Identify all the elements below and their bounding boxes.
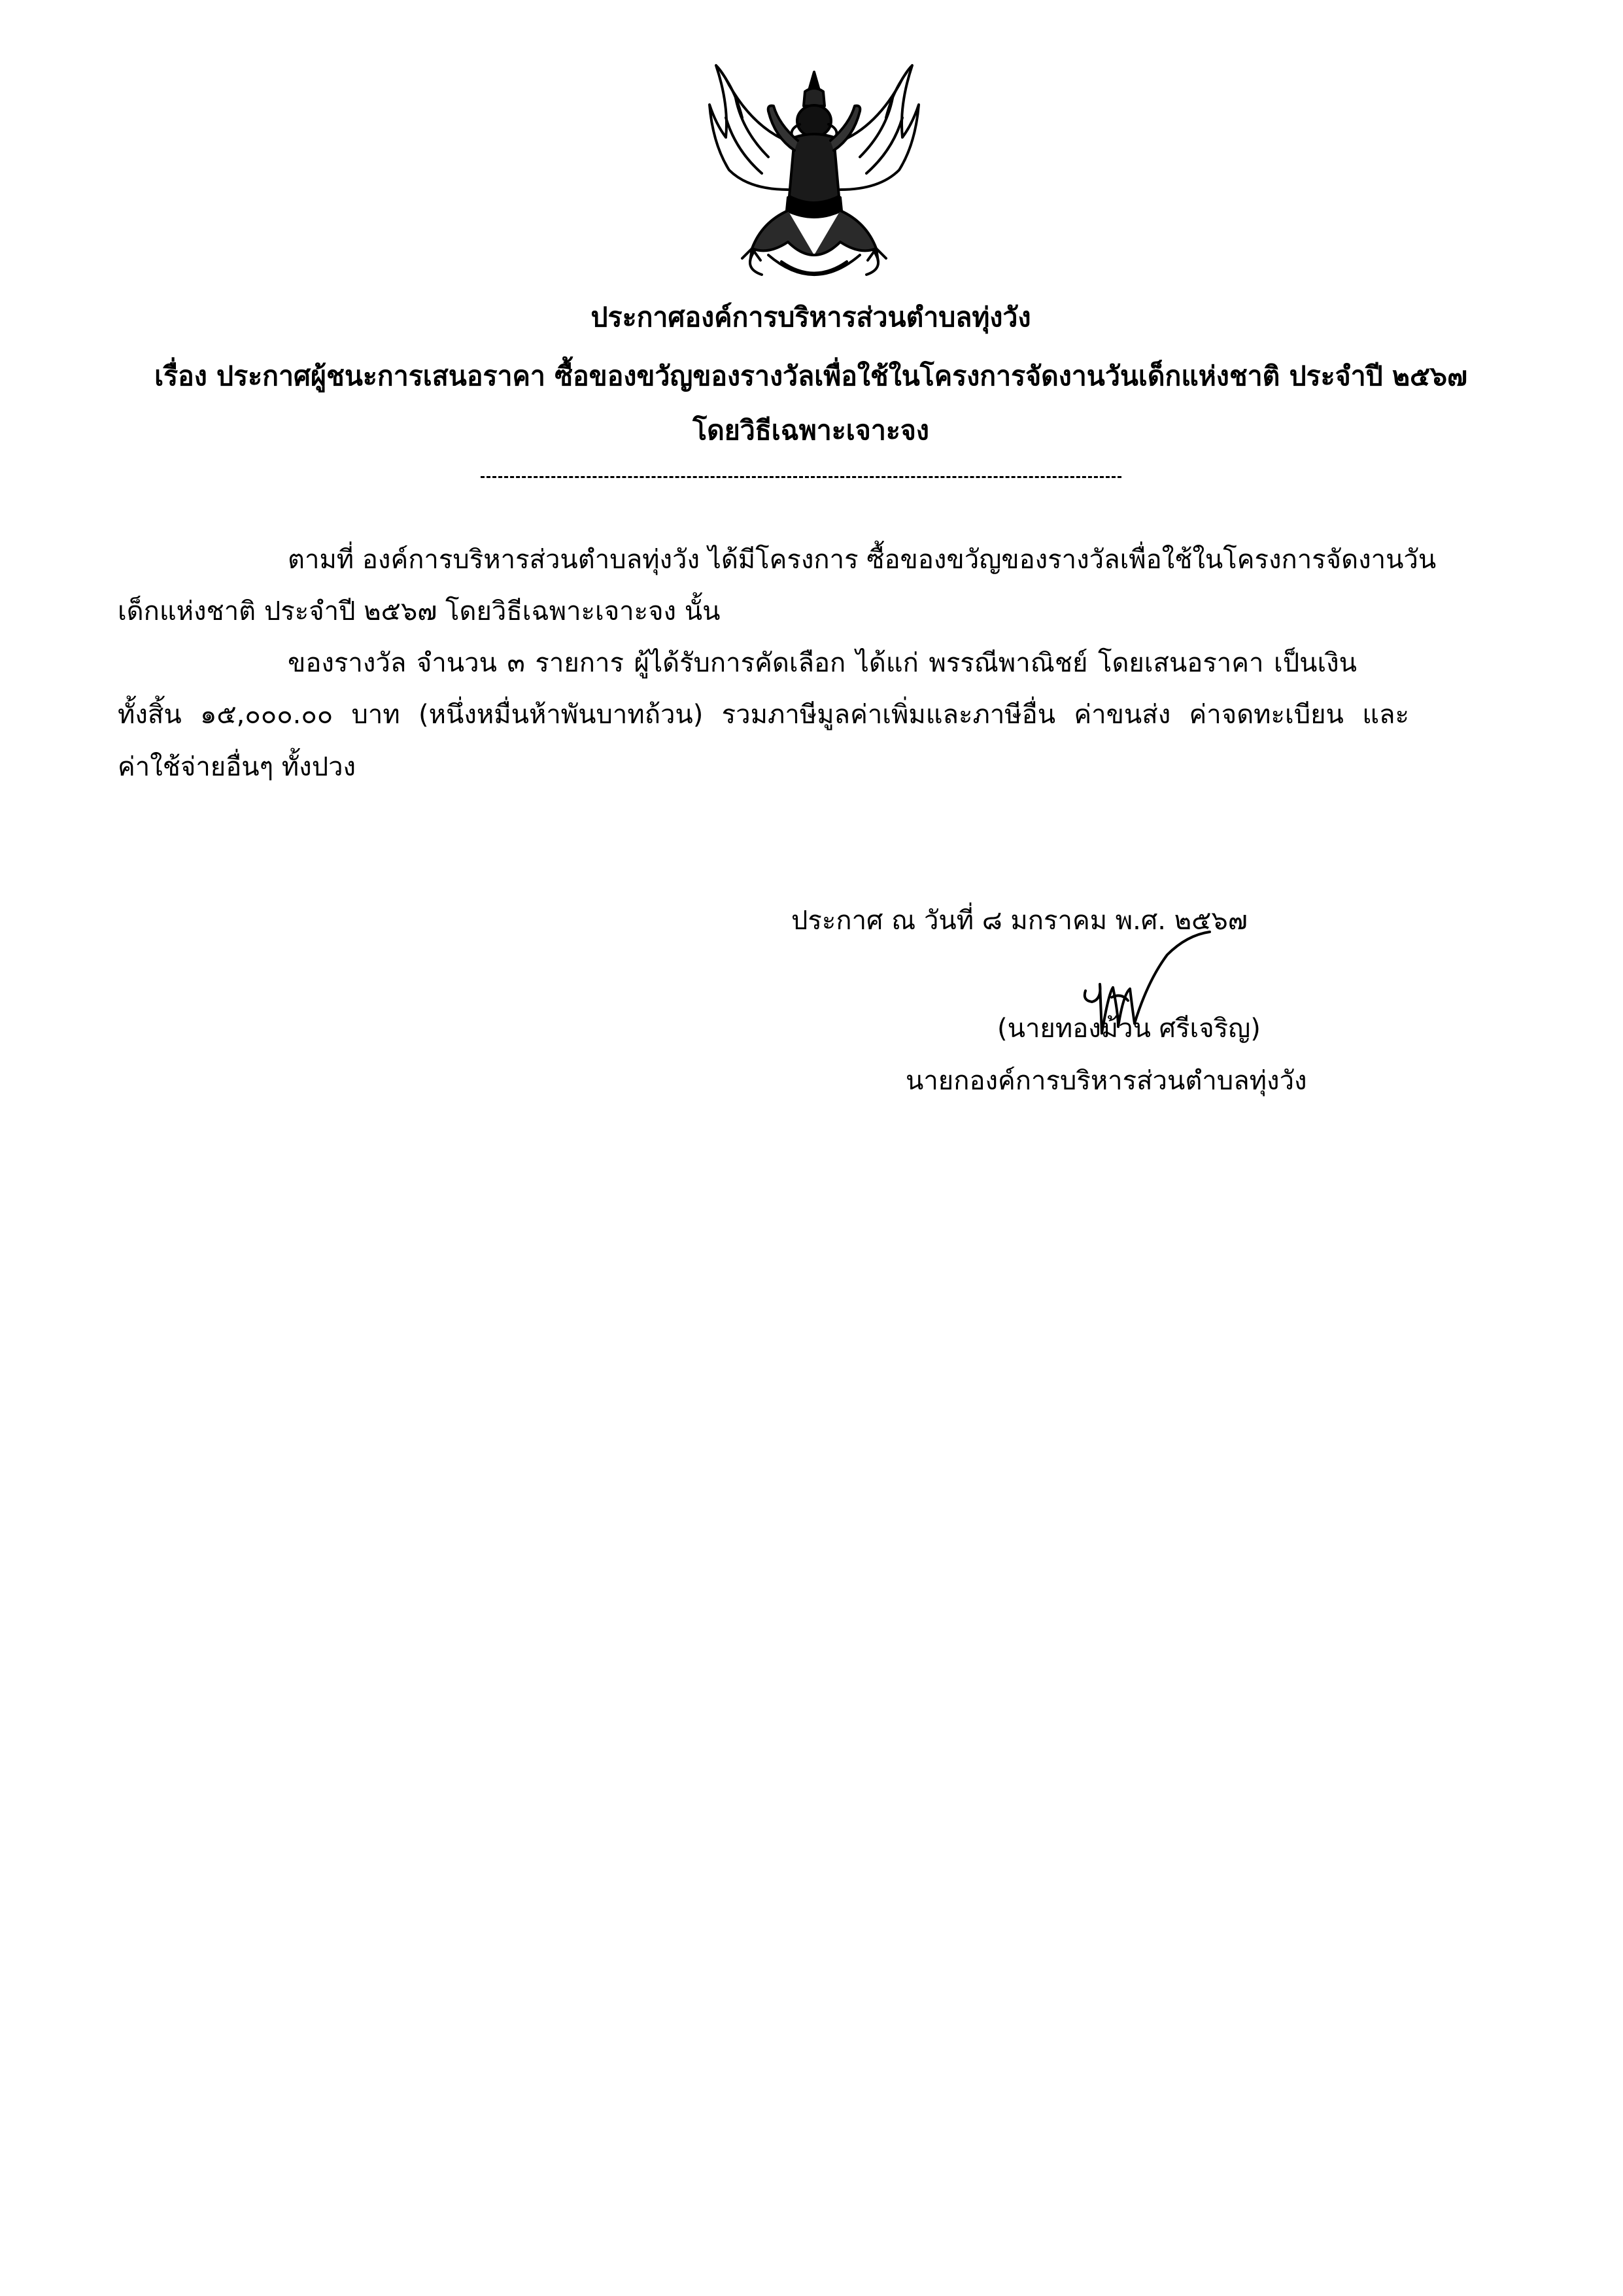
announcement-title: ประกาศองค์การบริหารส่วนตำบลทุ่งวัง [590,301,1031,333]
paragraph-2-line-2: ทั้งสิ้น ๑๕,๐๐๐.๐๐ บาท (หนึ่งหมื่นห้าพันบาทถ้วน) รวมภาษีมูลค่าเพิ่มและภาษีอื่น ค่าขนส่ง ค่าจดทะเบียน และ [118,700,1409,730]
signer-name: (นายทองม้วน ศรีเจริญ) [997,1014,1261,1044]
paragraph-1-line-2: เด็กแห่งชาติ ประจำปี ๒๕๖๗ โดยวิธีเฉพาะเจาะจง นั้น [118,596,721,626]
garuda-emblem [690,59,938,301]
paragraph-2-line-1: ของรางวัล จำนวน ๓ รายการ ผู้ได้รับการคัดเลือก ได้แก่ พรรณีพาณิชย์ โดยเสนอราคา เป็นเงิน [288,648,1357,678]
announcement-date: ประกาศ ณ วันที่ ๘ มกราคม พ.ศ. ๒๕๖๗ [791,906,1248,936]
signer-position: นายกองค์การบริหารส่วนตำบลทุ่งวัง [906,1066,1307,1096]
procurement-method: โดยวิธีเฉพาะเจาะจง [692,415,929,446]
announcement-subject: เรื่อง ประกาศผู้ชนะการเสนอราคา ซื้อของขวัญของรางวัลเพื่อใช้ในโครงการจัดงานวันเด็กแห่งชาติ ประจำปี ๒๕๖๗ [154,360,1467,392]
dashed-divider [481,476,1121,478]
paragraph-1-line-1: ตามที่ องค์การบริหารส่วนตำบลทุ่งวัง ได้มีโครงการ ซื้อของขวัญของรางวัลเพื่อใช้ในโครงการจัดงานวัน [288,545,1437,575]
paragraph-2-line-3: ค่าใช้จ่ายอื่นๆ ทั้งปวง [118,752,356,782]
